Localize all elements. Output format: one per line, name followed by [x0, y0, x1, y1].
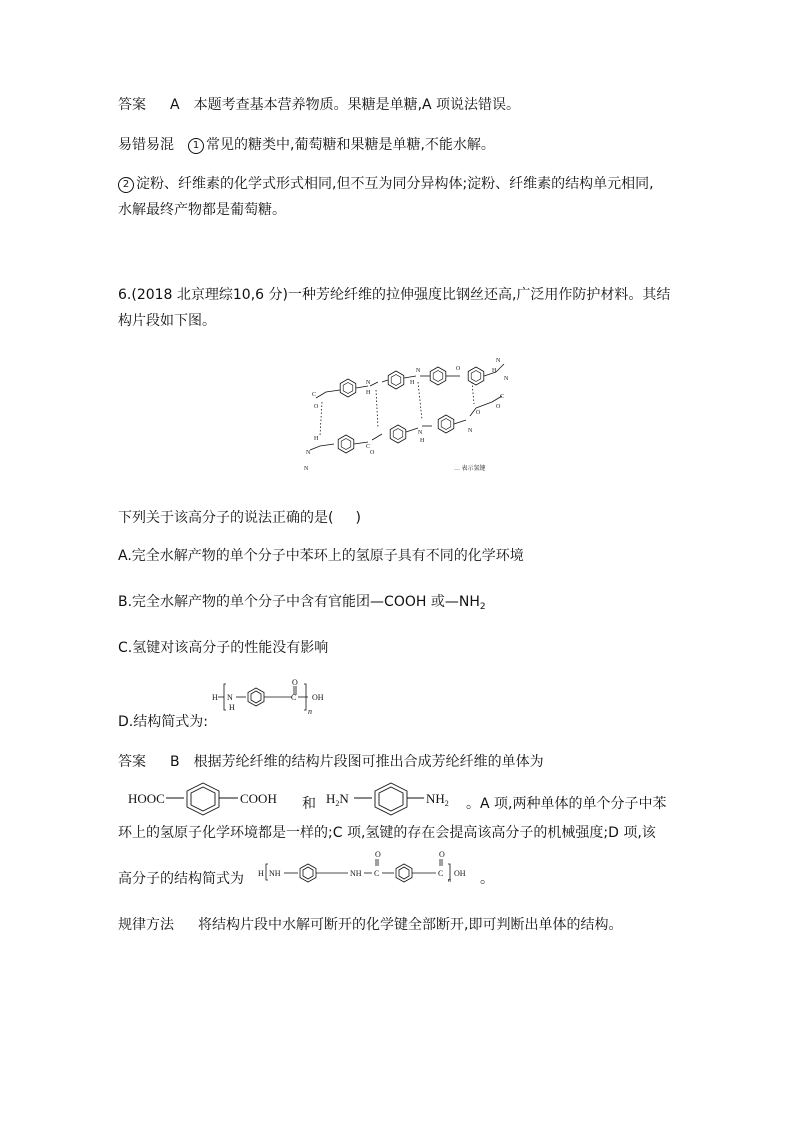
answer-6-line-4-end: 。	[480, 871, 494, 887]
svg-text:N: N	[416, 368, 421, 374]
answer-6-line-3	[118, 823, 656, 843]
confusion-item-2-cont	[118, 200, 286, 220]
svg-text:N: N	[366, 380, 371, 386]
svg-text:n: n	[448, 878, 451, 884]
option-d-text: D.结构简式为:	[118, 714, 208, 730]
answer-6-text-1: 根据芳纶纤维的结构片段图可推出合成芳纶纤维的单体为	[193, 754, 544, 770]
svg-text:H: H	[410, 380, 415, 386]
svg-text:OH: OH	[312, 693, 324, 702]
svg-text:HOOC: HOOC	[128, 791, 165, 806]
svg-text:O: O	[314, 404, 319, 410]
answer-6-line-2-tail: 。A 项,两种单体的单个分子中苯	[466, 796, 667, 812]
svg-text:H: H	[212, 693, 218, 702]
item-2-line-1: 淀粉、纤维素的化学式形式相同,但不互为同分异构体;淀粉、纤维素的结构单元相同,	[136, 176, 654, 192]
option-c	[118, 638, 328, 658]
svg-text:COOH: COOH	[240, 791, 277, 806]
method-text: 将结构片段中水解可断开的化学键全部断开,即可判断出单体的结构。	[198, 917, 623, 933]
answer-polymer-structure	[258, 848, 476, 888]
item-2-number: 2	[118, 177, 134, 193]
answer-6-text-4: 高分子的结构简式为	[118, 871, 244, 887]
question-6-stem-text-1: 6.(2018 北京理综10,6 分)一种芳纶纤维的拉伸强度比钢丝还高,广泛用作防护材料。其结	[118, 287, 671, 303]
svg-text:H: H	[492, 368, 497, 374]
svg-text:NH2: $NH_2$	[426, 791, 449, 808]
svg-text:N: N	[496, 358, 501, 364]
answer-5-label: 答案	[118, 97, 146, 113]
svg-text:n: n	[308, 707, 312, 716]
prompt-close: )	[355, 510, 361, 526]
question-6-stem-2	[118, 311, 216, 331]
svg-text:H: H	[420, 438, 425, 444]
svg-text:C: C	[500, 394, 505, 400]
confusion-item-2	[118, 174, 654, 194]
svg-text:O: O	[496, 404, 501, 410]
svg-text:OH: OH	[454, 869, 466, 878]
option-a	[118, 546, 524, 566]
svg-text:H: H	[258, 869, 264, 878]
confusion-item-1	[118, 135, 495, 155]
answer-6-label: 答案	[118, 754, 146, 770]
answer-6-line-4	[118, 869, 244, 889]
option-c-text: C.氢键对该高分子的性能没有影响	[118, 640, 329, 656]
confusion-label: 易错易混	[118, 137, 174, 153]
prompt-text: 下列关于该高分子的说法正确的是(	[118, 510, 334, 526]
svg-text:N: N	[306, 450, 311, 456]
option-d	[118, 712, 208, 732]
item-1-text: 常见的糖类中,葡萄糖和果糖是单糖,不能水解。	[206, 137, 495, 153]
monomer-phenylenediamine	[326, 778, 466, 818]
answer-6-line-1	[118, 752, 544, 772]
svg-text:H2N: $H_2N$	[326, 791, 349, 808]
item-1-number: 1	[188, 138, 204, 154]
question-6-stem-1	[118, 285, 670, 305]
svg-text:C: C	[366, 444, 371, 450]
answer-5-text: 本题考查基本营养物质。果糖是单糖,A 项说法错误。	[193, 97, 521, 113]
monomer-joiner: 和	[302, 796, 316, 812]
method-label: 规律方法	[118, 917, 174, 933]
svg-text:O: O	[292, 678, 298, 687]
svg-text:C: C	[312, 392, 317, 398]
option-d-structure	[212, 678, 332, 720]
svg-text:N: N	[504, 376, 509, 382]
svg-text:N: N	[418, 430, 423, 436]
question-6-stem-text-2: 构片段如下图。	[118, 313, 216, 329]
svg-text:O: O	[456, 366, 461, 372]
option-b-subscript: 2	[479, 602, 486, 612]
svg-text:H: H	[366, 390, 371, 396]
option-a-text: A.完全水解产物的单个分子中苯环上的氢原子具有不同的化学环境	[118, 548, 524, 564]
item-2-line-2: 水解最终产物都是葡萄糖。	[118, 202, 286, 218]
answer-5-choice: A	[170, 97, 180, 113]
method-line	[118, 915, 622, 935]
svg-text:H: H	[229, 703, 235, 712]
svg-text:O: O	[370, 450, 375, 456]
svg-text:N: N	[468, 428, 473, 434]
svg-text:N: N	[227, 693, 233, 702]
svg-text:… 表示氢键: … 表示氢键	[454, 466, 486, 472]
option-b	[118, 592, 486, 617]
svg-text:C: C	[291, 693, 297, 702]
svg-text:O: O	[476, 410, 481, 416]
svg-text:N: N	[304, 466, 309, 472]
monomer-terephthalic-acid	[128, 778, 298, 818]
answer-6-text-3: 环上的氢原子化学环境都是一样的;C 项,氢键的存在会提高该高分子的机械强度;D 项,该	[118, 825, 656, 841]
answer-6-choice: B	[170, 754, 180, 770]
question-6-prompt	[118, 508, 361, 528]
svg-text:O: O	[439, 850, 445, 859]
svg-text:C: C	[374, 869, 380, 878]
answer-5-line	[118, 95, 520, 115]
option-b-text: B.完全水解产物的单个分子中含有官能团—COOH 或—NH	[118, 594, 480, 610]
svg-text:H: H	[314, 436, 319, 442]
svg-text:O: O	[375, 850, 381, 859]
svg-text:NH: NH	[350, 869, 362, 878]
aramid-structure-figure	[296, 350, 521, 480]
svg-text:C: C	[438, 869, 444, 878]
svg-text:NH: NH	[269, 869, 281, 878]
